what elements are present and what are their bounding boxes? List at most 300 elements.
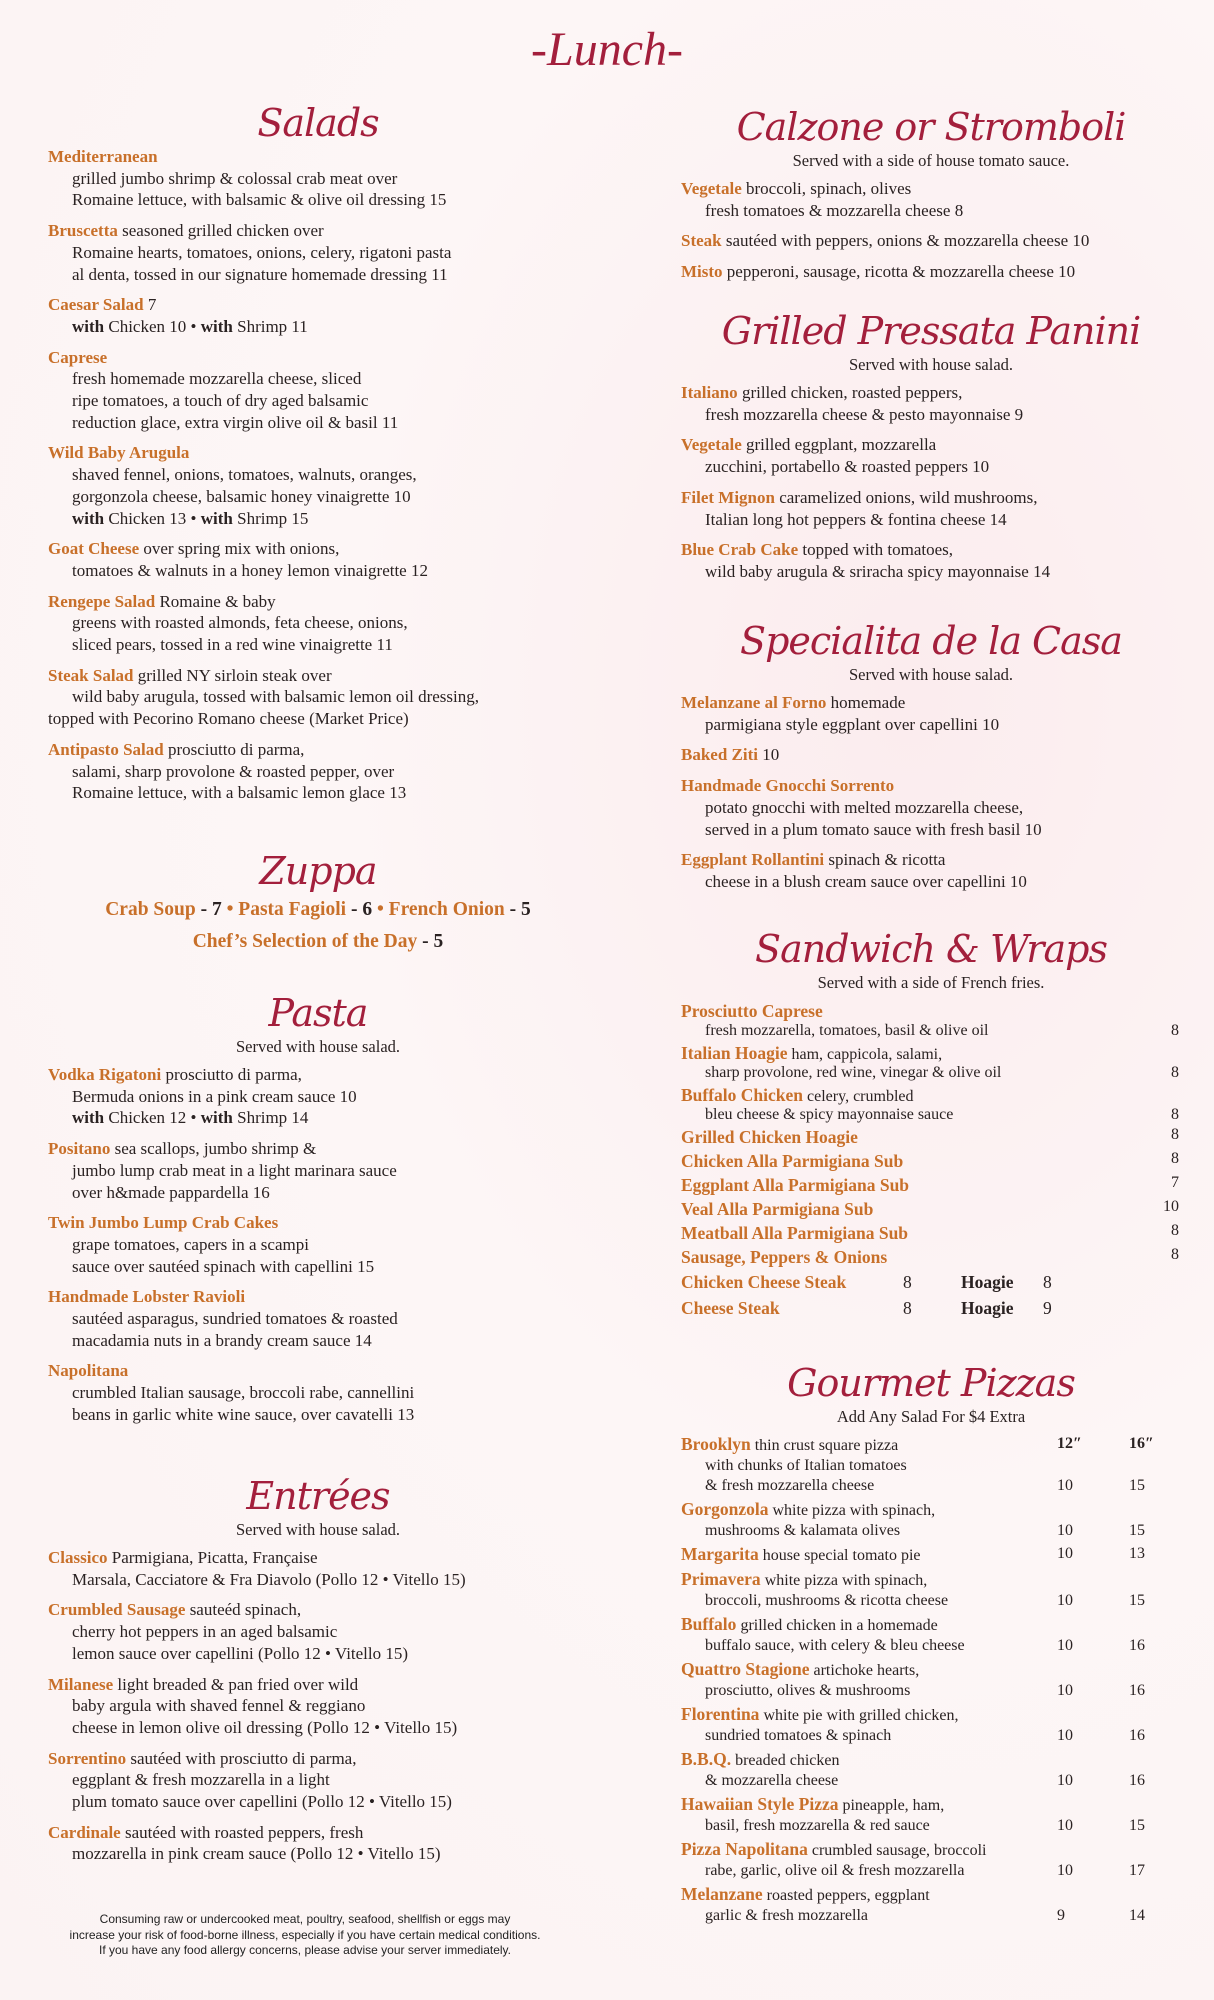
zuppa-line: Crab Soup - 7 • Pasta Fagioli - 6 • French Onion - 5 (105, 899, 531, 920)
item-description: cheese in lemon olive oil dressing (Pollo 12 • Vitello 15) (72, 1717, 458, 1737)
item-description: wild baby arugula, tossed with balsamic lemon oil dressing, (72, 687, 479, 707)
steak-row (681, 1270, 1181, 1296)
menu-item (48, 538, 588, 581)
item-description: sautéed with peppers, onions & mozzarella cheese 10 (725, 231, 1090, 251)
price-12-inch: 10 (1057, 1637, 1073, 1654)
item-name: B.B.Q. (681, 1749, 732, 1769)
item-description: Romaine & baby (159, 591, 276, 611)
item-name: Filet Mignon (681, 487, 775, 507)
section-heading: Calzone or Stromboli (736, 105, 1126, 149)
item-description: shaved fennel, onions, tomatoes, walnuts, oranges, (72, 465, 417, 485)
item-addons: with Chicken 10 • with Shrimp 11 (72, 316, 308, 336)
item-first-line (48, 665, 588, 687)
item-name: Steak (681, 231, 722, 251)
bullet-separator: • (372, 899, 389, 920)
item-first-line (681, 1174, 1181, 1196)
item-text (681, 1659, 1057, 1681)
menu-item (48, 1748, 588, 1813)
item-first-line (48, 294, 588, 316)
item-name: Classico (48, 1548, 108, 1567)
price-12-inch: 10 (1057, 1682, 1073, 1699)
menu-item (681, 1084, 1181, 1124)
item-price: 8 (1171, 1222, 1179, 1239)
addon-price: Shrimp 15 (237, 508, 309, 528)
price-spacer (1057, 1749, 1129, 1771)
menu-item (681, 744, 1181, 766)
item-description: Italian long hot peppers & fontina cheese 14 (705, 509, 1007, 529)
steak-row (681, 1296, 1181, 1322)
price-spacer (1129, 1456, 1181, 1476)
item-description: crumbled sausage, broccoli (811, 1842, 987, 1859)
item-description: pineapple, ham, (842, 1797, 945, 1814)
menu-item (48, 1674, 588, 1739)
menu-item (681, 382, 1181, 425)
item-description: lemon sauce over capellini (Pollo 12 • Vitello 15) (72, 1643, 409, 1663)
disclaimer-line: increase your risk of food-borne illness, especially if you have certain medical conditions. (69, 1927, 541, 1942)
disclaimer-line: Consuming raw or undercooked meat, poultry, seafood, shellfish or eggs may (99, 1912, 511, 1926)
item-name: Bruscetta (48, 221, 118, 241)
menu-item (48, 1599, 588, 1664)
item-first-line (681, 1839, 1181, 1861)
price-12-inch: 10 (1057, 1817, 1073, 1834)
addon-price: Chicken 10 (108, 316, 187, 336)
price-16-inch: 17 (1129, 1862, 1145, 1879)
price-16-inch: 16 (1129, 1682, 1145, 1699)
section-heading: Salads (257, 101, 379, 145)
price-spacer (1129, 1794, 1181, 1816)
item-description: sautéed with roasted peppers, fresh (124, 1822, 364, 1842)
menu-item (48, 146, 588, 211)
item-text: broccoli, mushrooms & ricotta cheese (705, 1592, 949, 1609)
soup-price: 5 (521, 899, 531, 920)
bullet-separator: • (221, 899, 239, 920)
price-spacer (1057, 1614, 1129, 1636)
addon-label: with (200, 316, 233, 336)
item-name: Steak Salad (48, 665, 134, 685)
item-description: greens with roasted almonds, feta cheese, onions, (72, 613, 408, 633)
item-description-line (681, 1861, 1181, 1881)
price-spacer (1057, 1659, 1129, 1681)
menu-item (48, 1822, 588, 1865)
item-text: rabe, garlic, olive oil & fresh mozzarella (705, 1862, 965, 1879)
price-16-inch: 16 (1129, 1727, 1145, 1744)
soup-name: Pasta Fagioli (238, 899, 347, 920)
section-subtitle: Served with house salad. (848, 355, 1014, 374)
item-name: Italian Hoagie (681, 1043, 788, 1063)
menu-item (681, 1839, 1181, 1881)
addon-price: Chicken 13 (108, 508, 187, 528)
item-second-line (681, 1022, 1181, 1040)
item-first-line (681, 1042, 1181, 1064)
item-text (681, 1150, 1139, 1172)
menu-item (48, 294, 588, 337)
item-text: & mozzarella cheese (705, 1772, 839, 1789)
item-description: roasted peppers, eggplant (766, 1887, 930, 1904)
item-description: seasoned grilled chicken over (122, 221, 324, 241)
allergy-disclaimer (40, 1912, 570, 1959)
item-first-line (48, 591, 588, 613)
item-first-line (681, 1704, 1181, 1726)
menu-item (681, 692, 1181, 735)
menu-item (48, 1547, 588, 1590)
item-price: 8 (1171, 1246, 1179, 1263)
item-price: 8 (1171, 1022, 1179, 1039)
price-spacer (1129, 1884, 1181, 1906)
price-16-inch: 15 (1129, 1817, 1145, 1834)
item-name: Sorrentino (48, 1748, 127, 1768)
item-name: Wild Baby Arugula (48, 443, 190, 463)
sandwich-section (681, 926, 1181, 1321)
addon-label: with (72, 1108, 105, 1128)
menu-item (681, 849, 1181, 892)
item-description: prosciutto di parma, (167, 739, 305, 759)
item-description: fresh tomatoes & mozzarella cheese 8 (705, 200, 964, 220)
item-text (681, 1499, 1057, 1521)
item-name: Misto (681, 262, 723, 282)
item-description: sharp provolone, red wine, vinegar & olive oil (705, 1064, 1002, 1081)
item-name: Caesar Salad (48, 295, 144, 315)
item-description-line (681, 1771, 1181, 1791)
item-description: 10 (762, 745, 780, 765)
price-spacer (1057, 1884, 1129, 1906)
item-addons: with Chicken 12 • with Shrimp 14 (72, 1108, 309, 1128)
menu-item (681, 1174, 1181, 1196)
item-addons: with Chicken 13 • with Shrimp 15 (72, 508, 309, 528)
menu-item (48, 1138, 588, 1203)
item-name: Italiano (681, 383, 738, 402)
item-description: mozzarella in pink cream sauce (Pollo 12 • Vitello 15) (72, 1844, 441, 1864)
item-description: grilled eggplant, mozzarella (746, 435, 937, 455)
item-text (681, 1126, 1139, 1148)
zuppa-line: Chef’s Selection of the Day - 5 (192, 931, 444, 952)
panini-section (681, 308, 1181, 592)
item-description: fresh homemade mozzarella cheese, sliced (72, 369, 362, 389)
item-name: Melanzane (681, 1884, 763, 1904)
item-first-line (681, 487, 1181, 509)
item-name: Pizza Napolitana (681, 1839, 808, 1859)
addon-label: with (200, 1108, 233, 1128)
menu-item (681, 1000, 1181, 1040)
item-price: 10 (1163, 1198, 1179, 1215)
item-description: white pie with grilled chicken, (763, 1707, 959, 1724)
item-name: Eggplant Rollantini (681, 850, 825, 870)
item-text (681, 1000, 1181, 1022)
item-description: over h&made pappardella 16 (72, 1182, 270, 1202)
item-text (681, 1794, 1057, 1816)
item-first-line (681, 178, 1181, 200)
menu-item (681, 1246, 1181, 1268)
item-description: thin crust square pizza (754, 1437, 899, 1454)
item-description: caramelized onions, wild mushrooms, (779, 487, 1038, 507)
item-first-line (681, 1749, 1181, 1771)
item-description: sauteéd spinach, (189, 1600, 302, 1620)
item-first-line (48, 1748, 588, 1770)
item-second-line (681, 1064, 1181, 1082)
item-name: Gorgonzola (681, 1499, 769, 1519)
price-12-inch: 10 (1057, 1862, 1073, 1879)
item-description-line (681, 1636, 1181, 1656)
item-text (681, 1569, 1057, 1591)
item-description: over spring mix with onions, (143, 539, 340, 559)
addon-label: with (72, 316, 105, 336)
item-description: gorgonzola cheese, balsamic honey vinaigrette 10 (72, 486, 411, 506)
menu-item (681, 1198, 1181, 1220)
addon-price: Shrimp 14 (237, 1108, 309, 1128)
hoagie-price: 8 (1043, 1272, 1052, 1292)
item-text (681, 1222, 1139, 1244)
menu-item (48, 1286, 588, 1351)
item-description: baby argula with shaved fennel & reggiano (72, 1696, 366, 1716)
item-second-line (681, 1106, 1181, 1124)
section-subtitle: Served with house salad. (848, 665, 1014, 684)
item-name: Handmade Gnocchi Sorrento (681, 776, 895, 796)
item-description-line (681, 1591, 1181, 1611)
item-text (681, 1704, 1057, 1726)
item-description: salami, sharp provolone & roasted pepper, over (72, 761, 395, 781)
section-subtitle: Served with house salad. (235, 1037, 401, 1056)
item-description: sautéed with prosciutto di parma, (130, 1748, 357, 1768)
section-heading: Entrées (246, 1474, 390, 1518)
item-name: Sausage, Peppers & Onions (681, 1247, 888, 1267)
price-16-inch: 15 (1129, 1477, 1145, 1494)
item-text: mushrooms & kalamata olives (705, 1522, 901, 1539)
item-name: Antipasto Salad (48, 739, 164, 759)
section-heading: Grilled Pressata Panini (721, 309, 1141, 353)
item-first-line (681, 1000, 1181, 1022)
soup-name: French Onion (388, 899, 505, 920)
item-description: topped with tomatoes, (802, 540, 953, 560)
item-name: Mediterranean (48, 147, 158, 166)
item-name: Caprese (48, 347, 108, 367)
item-first-line (681, 1126, 1181, 1148)
item-name: Brooklyn (681, 1434, 751, 1454)
item-description: Marsala, Cacciatore & Fra Diavolo (Pollo 12 • Vitello 15) (72, 1569, 466, 1589)
item-description: macadamia nuts in a brandy cream sauce 14 (72, 1330, 372, 1350)
hoagie-label: Hoagie (961, 1297, 1014, 1318)
item-description: sea scallops, jumbo shrimp & (114, 1139, 317, 1159)
item-description: parmigiana style eggplant over capellini 10 (705, 714, 1000, 734)
price-spacer (1129, 1614, 1181, 1636)
item-description-line (681, 1521, 1181, 1541)
item-first-line (48, 1547, 588, 1569)
item-price: 8 (1171, 1106, 1179, 1123)
menu-item (681, 1884, 1181, 1926)
item-first-line (681, 434, 1181, 456)
item-first-line (48, 739, 588, 761)
item-first-line (48, 1064, 588, 1086)
price-12-inch: 10 (1057, 1592, 1073, 1609)
item-first-line (681, 1084, 1181, 1106)
price-spacer (1129, 1749, 1181, 1771)
zuppa-section (48, 848, 588, 958)
item-description: 7 (147, 295, 157, 315)
item-description: Parmigiana, Picatta, Française (111, 1548, 318, 1567)
price-spacer (1129, 1659, 1181, 1681)
price-spacer (1057, 1839, 1129, 1861)
item-name: Meatball Alla Parmigiana Sub (681, 1223, 909, 1243)
price-16-inch: 16 (1129, 1772, 1145, 1789)
item-first-line (681, 1659, 1181, 1681)
addon-price: Shrimp 11 (237, 316, 308, 336)
item-description: Romaine lettuce, with balsamic & olive oil dressing 15 (72, 190, 447, 210)
item-price: 8 (1171, 1064, 1179, 1081)
item-first-line (48, 1822, 588, 1844)
item-name: Handmade Lobster Ravioli (48, 1287, 246, 1307)
item-first-line (681, 744, 1181, 766)
menu-item (681, 1150, 1181, 1172)
item-name: Quattro Stagione (681, 1659, 810, 1679)
menu-item (681, 434, 1181, 477)
item-first-line (681, 382, 1181, 404)
disclaimer-line: If you have any food allergy concerns, please advise your server immediately. (99, 1943, 511, 1957)
item-first-line (681, 539, 1181, 561)
item-first-line (48, 146, 588, 168)
price-12-inch: 10 (1057, 1772, 1073, 1789)
item-name: Primavera (681, 1569, 761, 1589)
item-description: zucchini, portabello & roasted peppers 10 (705, 457, 990, 477)
menu-item (681, 1614, 1181, 1656)
item-description: spinach & ricotta (828, 850, 946, 870)
item-description-line (681, 1476, 1181, 1496)
menu-item (681, 178, 1181, 221)
section-heading: Pasta (268, 991, 368, 1035)
item-name: Cheese Steak (681, 1297, 780, 1318)
item-first-line (681, 1198, 1181, 1220)
item-description: eggplant & fresh mozzarella in a light (72, 1770, 330, 1790)
item-name: Twin Jumbo Lump Crab Cakes (48, 1213, 279, 1233)
item-first-line (681, 1434, 1181, 1456)
item-first-line (48, 347, 588, 369)
specialita-section (681, 618, 1181, 902)
soup-name: Crab Soup (105, 899, 196, 920)
soup-price: 5 (433, 931, 444, 952)
section-subtitle: Add Any Salad For $4 Extra (836, 1407, 1026, 1426)
item-description: celery, crumbled (807, 1088, 914, 1105)
item-name: Chicken Cheese Steak (681, 1272, 847, 1292)
item-description: beans in garlic white wine sauce, over cavatelli 13 (72, 1404, 415, 1424)
price-16-inch: 15 (1129, 1522, 1145, 1539)
menu-item (681, 1042, 1181, 1082)
item-first-line (681, 1794, 1181, 1816)
item-description: grilled NY sirloin steak over (137, 665, 332, 685)
soup-name: Chef’s Selection of the Day (192, 931, 418, 952)
item-first-line (48, 1138, 588, 1160)
item-first-line (681, 1884, 1181, 1906)
item-description: grilled chicken, roasted peppers, (741, 383, 963, 402)
item-text: sundried tomatoes & spinach (705, 1727, 892, 1744)
item-text: with chunks of Italian tomatoes (705, 1457, 907, 1474)
item-name: Prosciutto Caprese (681, 1001, 823, 1021)
menu-item (681, 1222, 1181, 1244)
item-name: Chicken Alla Parmigiana Sub (681, 1151, 904, 1171)
price-spacer (1129, 1704, 1181, 1726)
item-description: crumbled Italian sausage, broccoli rabe, cannellini (72, 1383, 415, 1403)
item-description: Romaine hearts, tomatoes, onions, celery, rigatoni pasta (72, 242, 452, 262)
size-header-16: 16″ (1129, 1435, 1154, 1452)
menu-item (681, 539, 1181, 582)
item-description: jumbo lump crab meat in a light marinara sauce (72, 1160, 397, 1180)
item-text: garlic & fresh mozzarella (705, 1907, 869, 1924)
item-name: Vegetale (681, 179, 742, 198)
menu-item (681, 1749, 1181, 1791)
menu-item (48, 665, 588, 730)
menu-title: -Lunch- (531, 23, 683, 76)
menu-item (681, 230, 1181, 252)
section-heading: Zuppa (259, 849, 377, 893)
price-12-inch: 9 (1057, 1907, 1065, 1924)
item-description: Romaine lettuce, with a balsamic lemon glace 13 (72, 783, 407, 803)
menu-item (48, 347, 588, 434)
item-first-line (681, 1544, 1181, 1566)
item-first-line (681, 849, 1181, 871)
item-text (681, 1839, 1057, 1861)
item-description: cherry hot peppers in an aged balsamic (72, 1622, 338, 1642)
item-name: Milanese (48, 1674, 114, 1694)
item-price: 8 (1171, 1150, 1179, 1167)
item-first-line (681, 1150, 1181, 1172)
price-16-inch: 13 (1129, 1545, 1145, 1562)
item-name: Goat Cheese (48, 539, 140, 559)
item-text (681, 1198, 1139, 1220)
item-text (681, 1749, 1057, 1771)
item-description: artichoke hearts, (813, 1662, 920, 1679)
price-12-inch: 10 (1057, 1522, 1073, 1539)
pizzas-section (681, 1360, 1181, 1929)
price-spacer (1057, 1569, 1129, 1591)
item-name: Buffalo (681, 1614, 737, 1634)
item-description-line (681, 1726, 1181, 1746)
menu-item (681, 487, 1181, 530)
item-description-line (681, 1681, 1181, 1701)
item-description: cheese in a blush cream sauce over capellini 10 (705, 871, 1027, 891)
price-16-inch: 14 (1129, 1907, 1145, 1924)
item-first-line (681, 1499, 1181, 1521)
menu-item (681, 1544, 1181, 1566)
item-description-line (681, 1906, 1181, 1926)
item-name: Cardinale (48, 1822, 121, 1842)
addon-price: Chicken 12 (108, 1108, 187, 1128)
menu-item (681, 1794, 1181, 1836)
menu-item (681, 1434, 1181, 1496)
item-description: wild baby arugula & sriracha spicy mayonnaise 14 (705, 561, 1051, 581)
item-text (681, 1246, 1139, 1268)
item-description: grilled chicken in a homemade (740, 1617, 938, 1634)
item-description: white pizza with spinach, (764, 1572, 928, 1589)
item-description: white pizza with spinach, (772, 1502, 936, 1519)
item-description: topped with Pecorino Romano cheese (Market Price) (48, 709, 409, 729)
item-first-line (681, 692, 1181, 714)
item-description-line (681, 1456, 1181, 1476)
entrees-section (48, 1473, 588, 1874)
item-description: homemade (830, 693, 906, 712)
item-text (681, 1434, 1057, 1456)
price-spacer (1057, 1456, 1129, 1476)
item-text: buffalo sauce, with celery & bleu cheese (705, 1637, 965, 1654)
addon-label: with (72, 508, 105, 528)
item-description: ham, cappicola, salami, (791, 1046, 943, 1063)
section-heading: Gourmet Pizzas (787, 1361, 1075, 1405)
item-name: Blue Crab Cake (681, 540, 799, 560)
item-description: ripe tomatoes, a touch of dry aged balsamic (72, 391, 369, 411)
price-12-inch: 10 (1057, 1727, 1073, 1744)
item-description: house special tomato pie (762, 1547, 921, 1564)
item-description: al denta, tossed in our signature homemade dressing 11 (72, 264, 448, 284)
item-description: bleu cheese & spicy mayonnaise sauce (705, 1106, 954, 1123)
addon-label: with (200, 508, 233, 528)
item-name: Melanzane al Forno (681, 693, 827, 712)
item-text: basil, fresh mozzarella & red sauce (705, 1817, 930, 1834)
item-description: plum tomato sauce over capellini (Pollo 12 • Vitello 15) (72, 1792, 452, 1812)
